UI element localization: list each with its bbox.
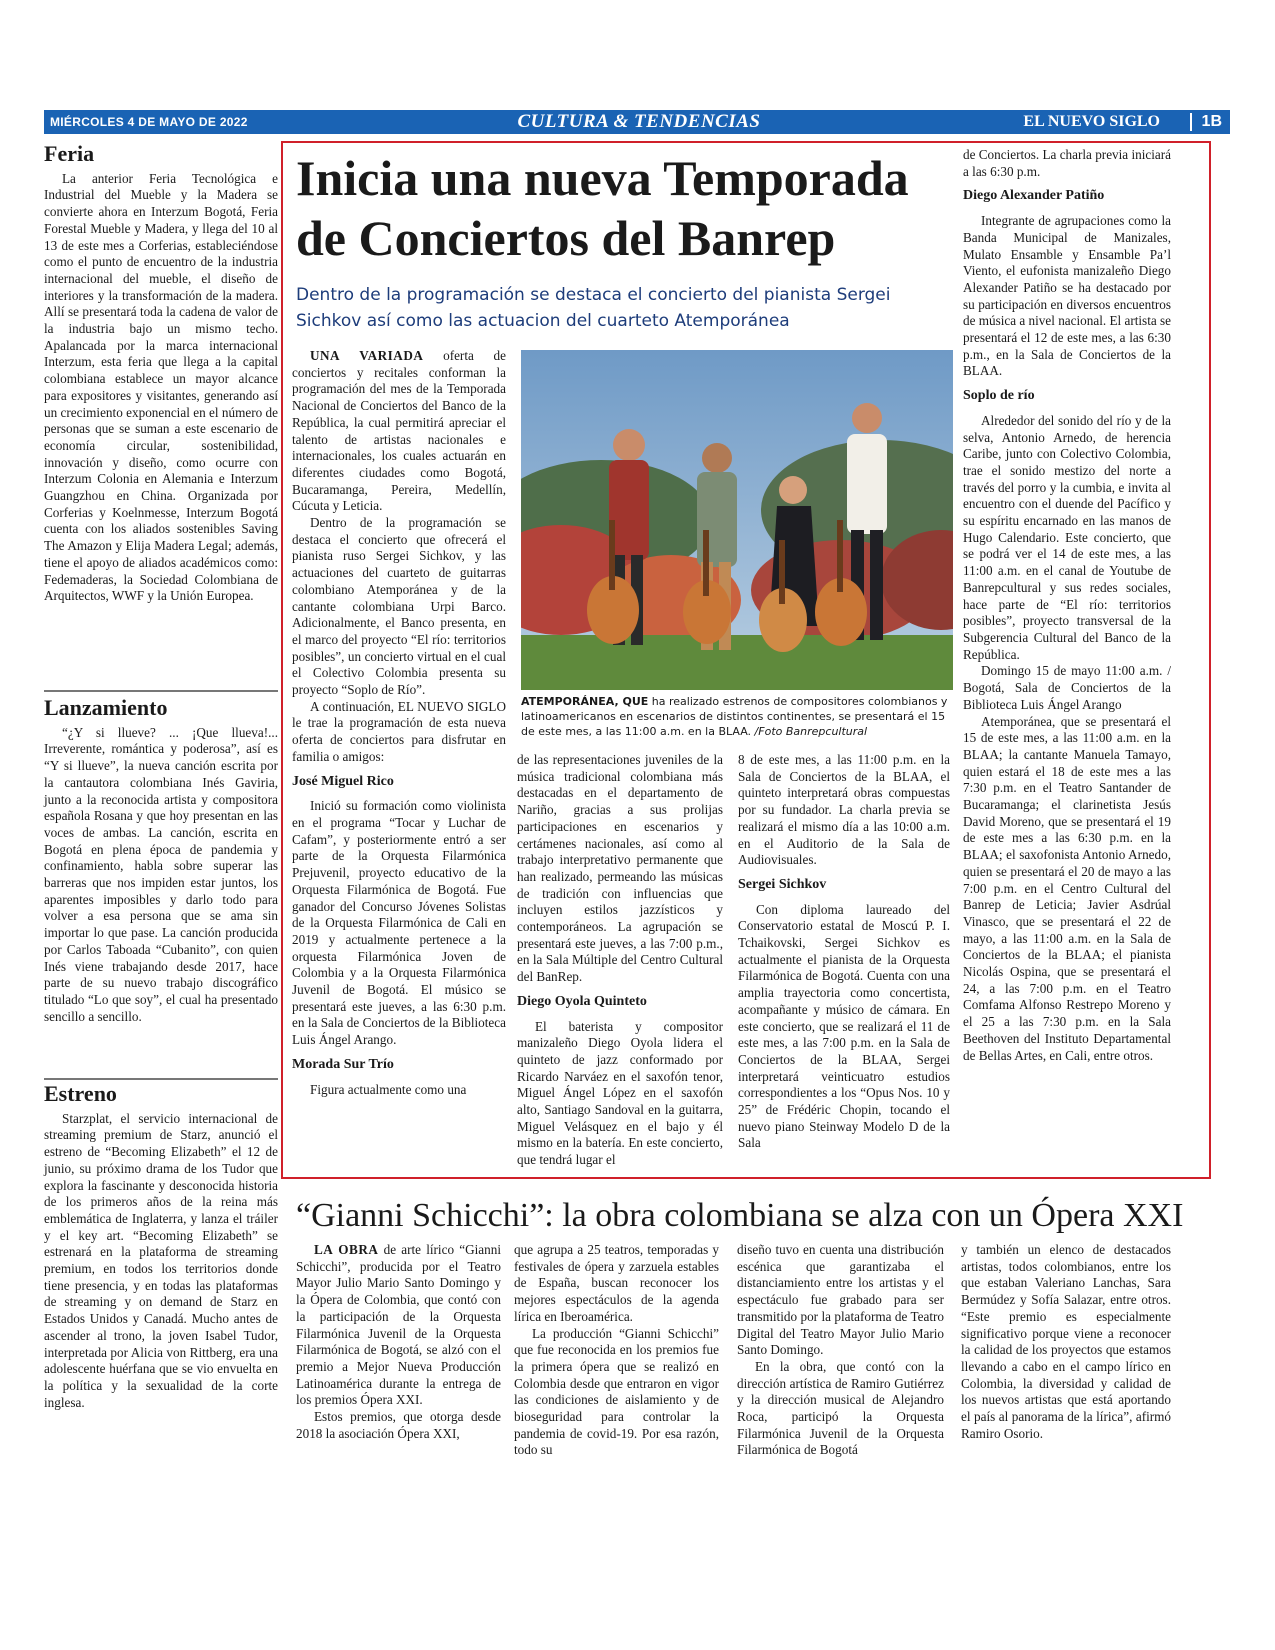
article-column-3 [738,752,950,1152]
caption-credit: /Foto Banrepcultural [751,725,868,738]
opera-column-3 [737,1242,944,1459]
page-number: 1B [1201,113,1222,130]
brief-title: Lanzamiento [44,695,168,720]
article-column-4 [963,147,1171,1064]
article-subhead: Dentro de la programación se destaca el concierto del pianista Sergei Sichkov así como las actuacion del cuarteto Atemporánea [296,285,891,331]
paragraph: Alrededor del sonido del río y de la selva, Antonio Arnedo, de herencia Caribe, junto con Colectivo Colombia, trae el sonido mestizo del norte a través del porro y la cumbia, e invita al encuentro con el duende del Pacífico y su espíritu encarnado en las manos de Hugo Calendario. Este concierto, que se podrá ver el 14 de este mes, a las 11:00 a.m. en el canal de Youtube de Banrepcultural y sus redes sociales, hace parte de “El río: territorios posibles”, proyecto transversal de la Subgerencia Cultural del Banco de la República. [963,412,1171,662]
paragraph: La producción “Gianni Schicchi” que fue reconocida en los premios fue la primera ópera que se realizó en Colombia desde que entraron en vigor las condiciones de aislamiento y de bioseguridad para controlar la pandemia de covid-19. Por esa razón, todo su [514,1325,719,1458]
brief-text: Starzplat, el servicio internacional de streaming premium de Starz, anunció el estreno de “Becoming Elizabeth” el 12 de junio, su próximo drama de los Tudor que explora la fascinante y desconocida historia de los primeros años de la reina más emblemática de Inglaterra, y lanza el tráiler y el key art. “Becoming Elizabeth” se estrenará en la plataforma de streaming premium, en todos los territorios donde tiene presencia, y en todas las plataformas de streaming y on demand de Starz en Estados Unidos y Canadá. Mucho antes de ascender al trono, la joven Isabel Tudor, interpretada por Alicia von Rittberg, era una adolescente huérfana que se vio envuelta en la política y la sexualidad de la corte inglesa. [44,1110,278,1410]
paragraph: diseño tuvo en cuenta una distribución escénica que garantizaba el distanciamiento entre los artistas y el espectáculo fue grabado para ser transmitido por la plataforma de Teatro Digital del Teatro Mayor Julio Mario Santo Domingo. [737,1242,944,1358]
caption-text: ha realizado estrenos de compositores colombianos y latinoamericanos en escenarios de distintos continentes, se presentará el 15 de este mes, a las 11:00 a.m. en la BLAA. [521,695,948,738]
column-divider [44,690,278,692]
brief-estreno [44,1081,278,1411]
subheading: Morada Sur Trío [292,1056,394,1072]
paragraph: de arte lírico “Gianni Schicchi”, producida por el Teatro Mayor Julio Mario Santo Domingo y la Ópera de Colombia, que contó con la participación de la Orquesta Filarmónica Juvenil de la Orquesta Filarmónica de Bogotá, se alzó con el premio a Mejor Nueva Producción Latinoamérica durante la entrega de los premios Ópera XXI. [296,1242,501,1408]
subheading: Diego Alexander Patiño [963,188,1105,204]
lead-in: LA OBRA [314,1242,379,1257]
brief-lanzamiento [44,695,278,1025]
subheading: Sergei Sichkov [738,876,827,892]
paragraph: 8 de este mes, a las 11:00 p.m. en la Sala de Conciertos de la BLAA, el quinteto interpretará obras compuestas por su fundador. La charla previa se realizará el mismo día a las 10:00 a.m. en el Auditorio de la Sala de Audiovisuales. [738,752,950,868]
quartet-photo [521,350,953,690]
opera-column-1 [296,1242,501,1442]
paragraph: de las representaciones juveniles de la música tradicional colombiana más destacadas en el departamento de Nariño, gracias a sus prolijas participaciones en escenarios y certámenes nacionales, así como al trabajo interpretativo permanente que han realizado, permeando las músicas de tradición con influencias que incluyen estilos jazzísticos y contemporáneos. La agrupación se presentará este jueves, a las 7:00 p.m., en la Sala Múltiple del Centro Cultural del BanRep. [517,752,723,985]
brief-title: Estreno [44,1081,117,1106]
paragraph: Domingo 15 de mayo 11:00 a.m. / Bogotá, Sala de Conciertos de la Biblioteca Luis Ángel Arango [963,663,1171,712]
opera-headline: “Gianni Schicchi”: la obra colombiana se alza con un Ópera XXI [296,1197,1184,1234]
paragraph: El baterista y compositor manizaleño Diego Oyola lidera el quinteto de jazz conformado por Ricardo Narváez en el saxofón tenor, Miguel Ángel López en el saxofón alto, Santiago Sandoval en la guitarra, Miguel Velásquez en el bajo y él mismo en la batería. En este concierto, que tendrá lugar el [517,1018,723,1168]
article-column-1 [292,348,506,1098]
brief-title: Feria [44,141,95,166]
brief-text: “¿Y si llueve? ... ¡Que llueva!... Irreverente, romántica y poderosa”, así es “Y si llueve”, la nueva canción escrita por la cantautora colombiana Inés Gaviria, junto a la reconocida artista y compositora española Rosana y que hoy presentan en las voces de ambas. La canción, escrita en Bogotá en plena época de pandemia y confinamiento, habla sobre superar las barreras que nos impiden estar juntos, los aparentes imposibles y darlo todo para volver a esa persona que se ama sin importar lo que pase. La canción producida por Carlos Taboada “Cubanito”, con quien Inés viene trabajando desde 2017, hace parte de su nuevo trabajo discográfico titulado “Lo que soy”, el cual ha presentado sencillo a sencillo. [44,724,278,1024]
caption-lead: ATEMPORÁNEA, QUE [521,695,649,708]
paragraph: que agrupa a 25 teatros, temporadas y festivales de ópera y zarzuela estables de España, buscan reconocer los mejores espectáculos de la agenda lírica en Iberoamérica. [514,1242,719,1324]
photo-caption [521,694,953,739]
paragraph: Inició su formación como violinista en el programa “Tocar y Luchar de Cafam”, y posteriormente entró a ser parte de la Orquesta Filarmónica Prejuvenil, proyecto educativo de la Orquesta Filarmónica de Bogotá. Fue ganador del Concurso Jóvenes Solistas de la Orquesta Filarmónica de Cali en 2019 y actualmente pertenece a la orquesta Filarmónica Joven de Colombia y a la Orquesta Filarmónica Juvenil de Bogotá. El músico se presentará este jueves, a las 6:30 p.m. en la Sala de Conciertos de la Biblioteca Luis Ángel Arango. [292,798,506,1048]
header-bar [44,110,1230,134]
paragraph: oferta de conciertos y recitales conforman la programación del mes de la Temporada Nacional de Conciertos del Banco de la República, la cual permitirá apreciar el talento de artistas nacionales e internacionales, los cuales actuarán en diferentes ciudades como Bogotá, Bucaramanga, Pereira, Medellín, Cúcuta y Leticia. [292,348,506,514]
newspaper-name: EL NUEVO SIGLO [1023,113,1160,130]
section-title: CULTURA & TENDENCIAS [517,111,761,132]
paragraph: Dentro de la programación se destaca el concierto que ofrecerá el pianista ruso Sergei Sichkov, y las actuaciones del cuarteto de guitarras colombiano Atemporánea y de la cantante colombiana Urpi Barco. Adicionalmente, el Banco presenta, en el marco del proyecto “El río: territorios posibles”, un concierto virtual en el cual el Colectivo Colombia presenta su proyecto “Soplo de Río”. [292,515,506,698]
paragraph: A continuación, EL NUEVO SIGLO le trae la programación de esta nueva oferta de conciertos para disfrutar en familia o amigos: [292,698,506,764]
issue-date: MIÉRCOLES 4 DE MAYO DE 2022 [50,115,248,129]
article-column-2 [517,752,723,1169]
subheading: José Miguel Rico [292,773,394,789]
brief-text: La anterior Feria Tecnológica e Industrial del Mueble y la Madera se convierte ahora en Interzum Bogotá, Feria Forestal Mueble y Madera, y llega del 10 al 13 de este mes a Corferias, estableciéndose como el punto de encuentro de la industria internacional del mueble, el diseño de interiores y la transformación de la madera. Allí se presentará toda la cadena de valor de la industria bajo un mismo techo. Apalancada por la marca internacional Interzum, esta feria que llega a la capital colombiana establece un mayor alcance para expositores y visitantes, generando así un crecimiento exponencial en el número de personas que se suman a este escenario de economía circular, sostenibilidad, innovación y diseño, como ocurre con Interzum Colonia en Alemania e Interzum Guangzhou en China. Organizada por Corferias y Koelnmesse, Interzum Bogotá cuenta con los aliados sostenibles Saving The Amazon y Elija Madera Legal; además, tiene el apoyo de aliados académicos como: Fedemaderas, la Sociedad Colombiana de Arquitectos, WWF y la Unión Europea. [44,170,278,604]
paragraph: Atemporánea, que se presentará el 15 de este mes, a las 11:00 a.m. en la BLAA; la cantante Manuela Tamayo, quien estará el 18 de este mes a las 7:30 p.m. en el Teatro Santander de Bucaramanga; el clarinetista Jesús David Moreno, que se presentará el 19 de este mes a las 6:30 p.m. en la BLAA; el saxofonista Antonio Arnedo, quien se presentará el 20 de mayo a las 7:00 p.m. en el Centro Cultural del Banrep de Leticia; Javier Asdrúal Vinasco, que se presentará el 22 de mayo, a las 11:00 a.m. en la Sala de Conciertos de la BLAA; el pianista Nicolás Ospina, que se presentará el 24, a las 7:00 p.m. en el Teatro Comfama Alfonso Restrepo Moreno y el 25 a las 7:30 p.m. en la Sala Beethoven del Instituto Departamental de Bellas Artes, en Cali, entre otros. [963,713,1171,1063]
paragraph: Figura actualmente como una [310,1081,467,1097]
opera-column-4 [961,1242,1171,1442]
paragraph: de Conciertos. La charla previa iniciará a las 6:30 p.m. [963,147,1171,179]
paragraph: y también un elenco de destacados artistas, todos colombianos, entre los que estaban Valeriano Lanchas, Sara Bermúdez y Sofía Salazar, entre otros. “Este premio es especialmente significativo porque viene a reconocer la calidad de los proyectos que estamos llevando a cabo en el campo lírico en Colombia, la diversidad y calidad de los nuevos artistas que está aportando el país al panorama de la lírica”, afirmó Ramiro Osorio. [961,1242,1171,1441]
brief-feria [44,141,278,605]
paragraph: Integrante de agrupaciones como la Banda Municipal de Manizales, Mulato Ensamble y Ensamble Pa’l Viento, el eufonista manizaleño Diego Alexander Patiño se ha destacado por su participación en diversos encuentros de música a nivel nacional. El artista se presentará el 12 de este mes, a las 6:30 p.m., en la Sala de Conciertos de la BLAA. [963,213,1171,379]
subheading: Diego Oyola Quinteto [517,993,647,1009]
header-divider [1190,113,1192,131]
article-headline: Inicia una nueva Temporada de Conciertos del Banrep [296,150,909,266]
subheading: Soplo de río [963,388,1035,404]
paragraph: En la obra, que contó con la dirección artística de Ramiro Gutiérrez y la dirección musical de Alejandro Roca, participó la Orquesta Filarmónica Juvenil de la Orquesta Filarmónica de Bogotá [737,1358,944,1458]
paragraph: Estos premios, que otorga desde 2018 la asociación Ópera XXI, [296,1409,501,1441]
lead-in: UNA VARIADA [310,348,424,363]
photo-illustration [521,350,953,690]
column-divider [44,1078,278,1080]
paragraph: Con diploma laureado del Conservatorio estatal de Moscú P. I. Tchaikovski, Sergei Sichkov es actualmente el pianista de la Orquesta Filarmónica de Bogotá. Cuenta con una amplia trayectoria como concertista, acompañante y músico de cámara. En este concierto, que se realizará el 11 de este mes, a las 7:00 p.m. en la Sala de Conciertos de la BLAA, Sergei interpretará veinticuatro estudios correspondientes a los “Opus Nos. 10 y 25” de Frédéric Chopin, tocando el nuevo piano Steinway Modelo D de la Sala [738,901,950,1151]
opera-column-2 [514,1242,719,1459]
